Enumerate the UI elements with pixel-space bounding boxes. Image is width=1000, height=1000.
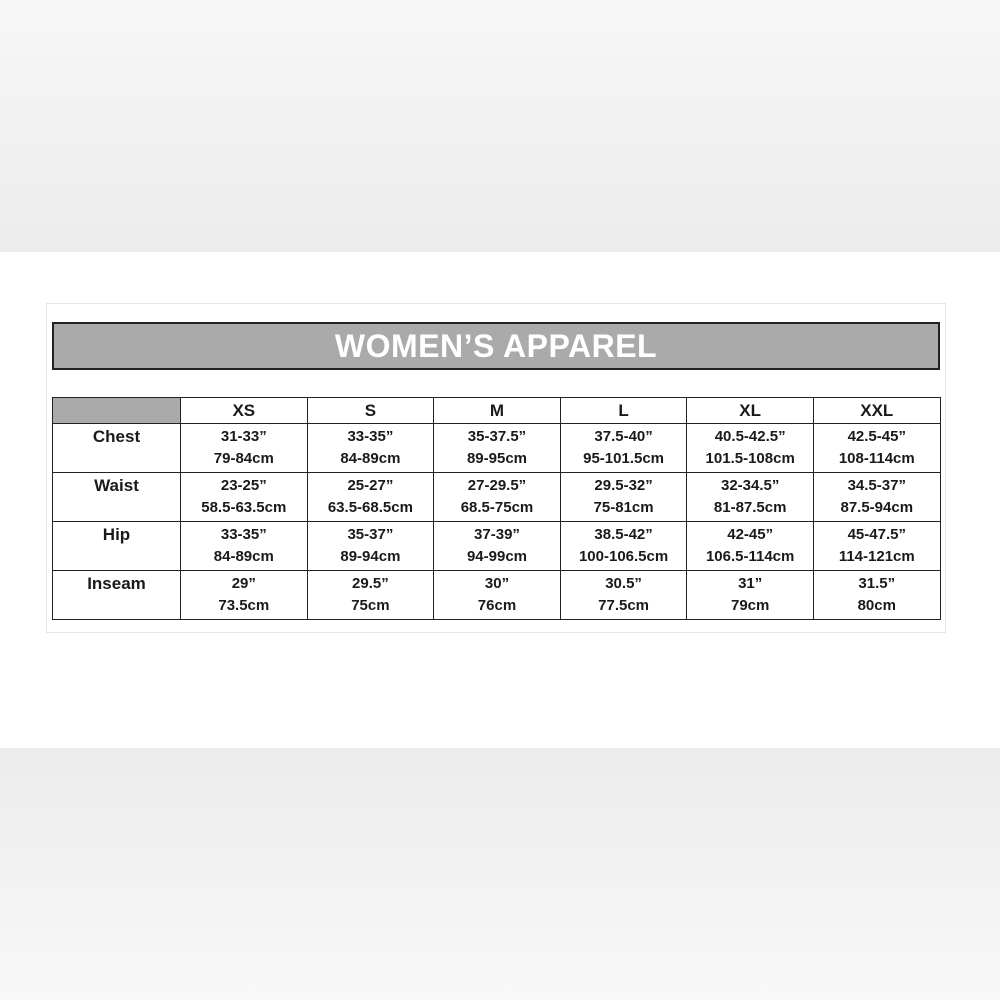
cell-hip-l [560, 522, 687, 571]
cell-inseam-xl [687, 571, 814, 620]
cell-waist-m [434, 473, 561, 522]
header-corner-cell [53, 398, 181, 424]
cell-chest-xl [687, 424, 814, 473]
value-inches: 45-47.5” [847, 526, 906, 543]
size-chart-table [52, 397, 941, 620]
row-label-hip: Hip [53, 522, 181, 571]
cell-chest-m [434, 424, 561, 473]
value-cm: 84-89cm [340, 450, 401, 467]
value-inches: 30.5” [605, 575, 642, 592]
value-cm: 94-99cm [466, 548, 527, 565]
row-label-chest: Chest [53, 424, 181, 473]
cell-hip-xl [687, 522, 814, 571]
value-cm: 73.5cm [218, 597, 270, 614]
cell-waist-xxl [813, 473, 940, 522]
size-header-xs: XS [181, 398, 308, 424]
value-inches: 38.5-42” [594, 526, 653, 543]
cell-hip-s [307, 522, 434, 571]
value-inches: 37-39” [474, 526, 520, 543]
value-cm: 89-95cm [466, 450, 527, 467]
cell-inseam-xxl [813, 571, 940, 620]
cell-hip-xs [181, 522, 308, 571]
value-inches: 33-35” [220, 526, 267, 543]
size-header-row [53, 398, 941, 424]
value-cm: 76cm [477, 597, 517, 614]
value-cm: 106.5-114cm [705, 548, 795, 565]
background-band-top [0, 0, 1000, 252]
row-label-waist: Waist [53, 473, 181, 522]
value-cm: 68.5-75cm [460, 499, 534, 516]
value-inches: 37.5-40” [594, 428, 653, 445]
value-cm: 108-114cm [838, 450, 915, 467]
value-inches: 34.5-37” [847, 477, 906, 494]
value-cm: 87.5-94cm [840, 499, 914, 516]
value-cm: 80cm [857, 597, 896, 614]
cell-waist-xs [181, 473, 308, 522]
value-inches: 25-27” [347, 477, 394, 494]
value-inches: 31-33” [220, 428, 267, 445]
value-cm: 114-121cm [838, 548, 915, 565]
cell-hip-xxl [813, 522, 940, 571]
value-cm: 79cm [730, 597, 770, 614]
value-inches: 31” [738, 575, 763, 592]
cell-chest-l [560, 424, 687, 473]
cell-waist-l [560, 473, 687, 522]
size-header-xxl: XXL [813, 398, 940, 424]
value-cm: 75-81cm [593, 499, 654, 516]
value-inches: 40.5-42.5” [714, 428, 786, 445]
cell-chest-xs [181, 424, 308, 473]
cell-inseam-s [307, 571, 434, 620]
value-inches: 42-45” [727, 526, 774, 543]
cell-inseam-m [434, 571, 561, 620]
value-inches: 29.5-32” [594, 477, 653, 494]
size-header-m: M [434, 398, 561, 424]
value-inches: 27-29.5” [467, 477, 527, 494]
chart-title: WOMEN’S APPAREL [334, 327, 658, 364]
value-inches: 29.5” [352, 575, 389, 592]
value-cm: 100-106.5cm [578, 548, 669, 565]
value-inches: 35-37” [347, 526, 394, 543]
cell-inseam-l [560, 571, 687, 620]
chart-title-bar [52, 322, 940, 370]
cell-hip-m [434, 522, 561, 571]
value-inches: 42.5-45” [847, 428, 906, 445]
value-cm: 79-84cm [213, 450, 274, 467]
value-cm: 63.5-68.5cm [327, 499, 413, 516]
value-cm: 77.5cm [598, 597, 650, 614]
value-inches: 35-37.5” [467, 428, 527, 445]
value-cm: 58.5-63.5cm [201, 499, 287, 516]
cell-inseam-xs [181, 571, 308, 620]
value-cm: 89-94cm [340, 548, 401, 565]
value-inches: 32-34.5” [720, 477, 780, 494]
value-cm: 84-89cm [213, 548, 274, 565]
value-inches: 33-35” [347, 428, 394, 445]
table-row-chest [53, 424, 941, 473]
cell-waist-xl [687, 473, 814, 522]
value-cm: 81-87.5cm [713, 499, 787, 516]
table-row-inseam [53, 571, 941, 620]
value-cm: 75cm [351, 597, 390, 614]
table-row-waist [53, 473, 941, 522]
size-header-xl: XL [687, 398, 814, 424]
value-cm: 95-101.5cm [583, 450, 665, 467]
cell-chest-s [307, 424, 434, 473]
value-inches: 29” [231, 575, 256, 592]
cell-waist-s [307, 473, 434, 522]
size-header-l: L [560, 398, 687, 424]
row-label-inseam: Inseam [53, 571, 181, 620]
cell-chest-xxl [813, 424, 940, 473]
table-row-hip [53, 522, 941, 571]
background-band-bottom [0, 748, 1000, 1000]
value-inches: 23-25” [220, 477, 267, 494]
value-inches: 30” [484, 575, 510, 592]
value-cm: 101.5-108cm [705, 450, 795, 467]
size-header-s: S [307, 398, 434, 424]
value-inches: 31.5” [858, 575, 896, 592]
